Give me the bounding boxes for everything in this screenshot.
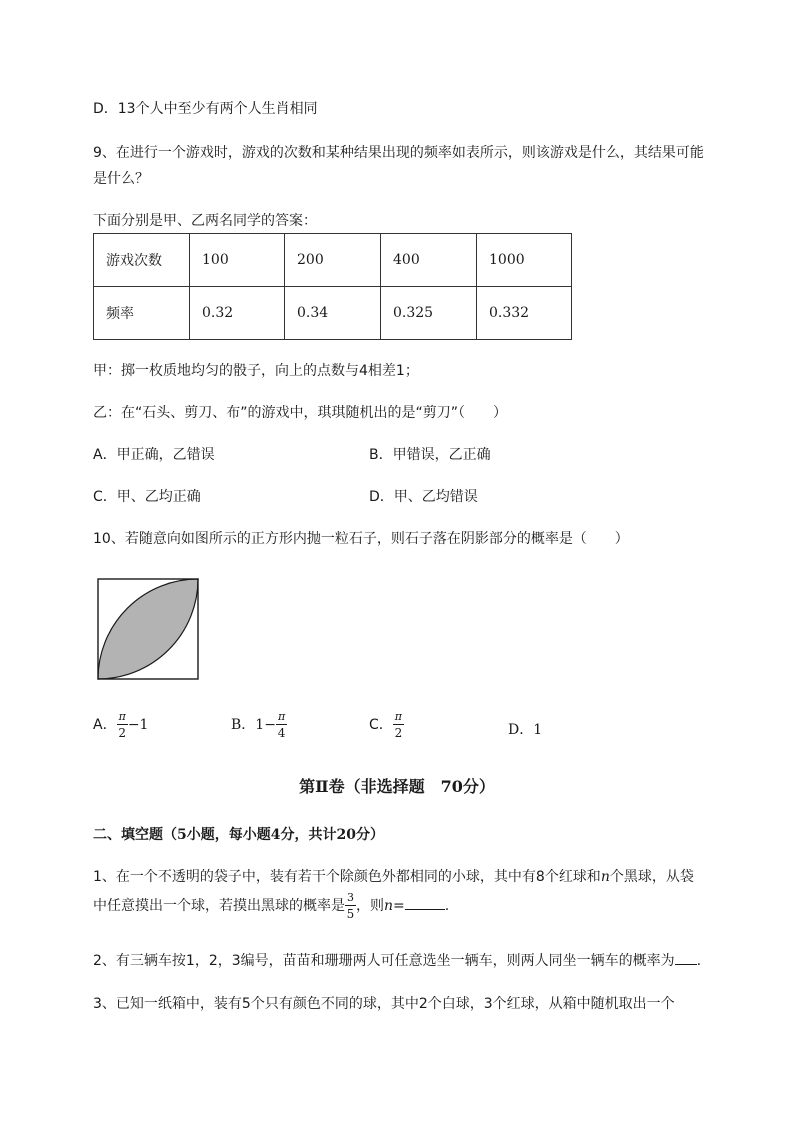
q9-stem-line2: 是什么？ — [93, 171, 149, 187]
fill1-line1: 1、在一个不透明的袋子中，装有若干个除颜色外都相同的小球，其中有8个红球和n个黑球，从袋 — [93, 869, 694, 885]
table-row — [94, 287, 572, 340]
part2-title: 第Ⅱ卷（非选择题 70分） — [299, 777, 495, 796]
table-cell: 0.34 — [285, 287, 381, 340]
answer-blank[interactable] — [675, 952, 697, 965]
q9-answer-yi: 乙：在“石头、剪刀、布”的游戏中，琪琪随机出的是“剪刀”（ ） — [93, 405, 508, 421]
table-cell: 1000 — [477, 234, 572, 287]
table-cell: 0.325 — [381, 287, 477, 340]
q9-answer-jia: 甲：掷一枚质地均匀的骰子，向上的点数与4相差1； — [93, 363, 419, 379]
q10-stem: 10、若随意向如图所示的正方形内抛一粒石子，则石子落在阴影部分的概率是（ ） — [93, 531, 629, 547]
shaded-lens — [98, 579, 198, 679]
q10-option-c: C． $\frac{\pi}{2}$ — [369, 710, 403, 740]
fill2: 2、有三辆车按1，2，3编号，苗苗和珊珊两人可任意选坐一辆车，则两人同坐一辆车的概率为 . — [93, 953, 702, 969]
q10-option-a: A． $\frac{\pi}{2}$ −1 — [93, 710, 149, 740]
q9-stem-line1: 9、在进行一个游戏时，游戏的次数和某种结果出现的频率如表所示，则该游戏是什么，其结果可能 — [93, 145, 704, 161]
q9-intro: 下面分别是甲、乙两名同学的答案： — [93, 213, 317, 229]
table-cell: 400 — [381, 234, 477, 287]
fraction: $\frac{\pi}{2}$ — [118, 710, 127, 740]
table-cell: 100 — [190, 234, 285, 287]
table-cell: 200 — [285, 234, 381, 287]
fill3: 3、已知一纸箱中，装有5个只有颜色不同的球，其中2个白球，3个红球，从箱中随机取出一个 — [93, 996, 675, 1012]
table-cell: 0.32 — [190, 287, 285, 340]
fraction: $\frac{\pi}{2}$ — [394, 710, 403, 740]
fraction: $\frac{3}{5}$ — [346, 891, 355, 921]
q9-option-b: B．甲错误，乙正确 — [369, 447, 491, 463]
q8-option-d: D．13个人中至少有两个人生肖相同 — [93, 101, 318, 117]
q10-option-d: D．1 — [508, 722, 543, 738]
q9-option-a: A．甲正确，乙错误 — [93, 447, 215, 463]
section2-heading: 二、填空题（5小题，每小题4分，共计20分） — [93, 827, 384, 843]
answer-blank[interactable] — [405, 897, 445, 910]
q9-option-d: D．甲、乙均错误 — [369, 489, 478, 505]
fraction: $\frac{\pi}{4}$ — [277, 710, 286, 740]
table-cell: 0.332 — [477, 287, 572, 340]
square-lens-figure — [96, 577, 200, 681]
fill1-line2: 中任意摸出一个球，若摸出黑球的概率是 $\frac{3}{5}$ ，则n= . — [93, 891, 450, 921]
table-cell: 频率 — [94, 287, 190, 340]
q10-option-b: B．1− $\frac{\pi}{4}$ — [231, 710, 286, 740]
frequency-table — [93, 233, 572, 340]
table-row — [94, 234, 572, 287]
table-cell: 游戏次数 — [94, 234, 190, 287]
q9-option-c: C．甲、乙均正确 — [93, 489, 201, 505]
